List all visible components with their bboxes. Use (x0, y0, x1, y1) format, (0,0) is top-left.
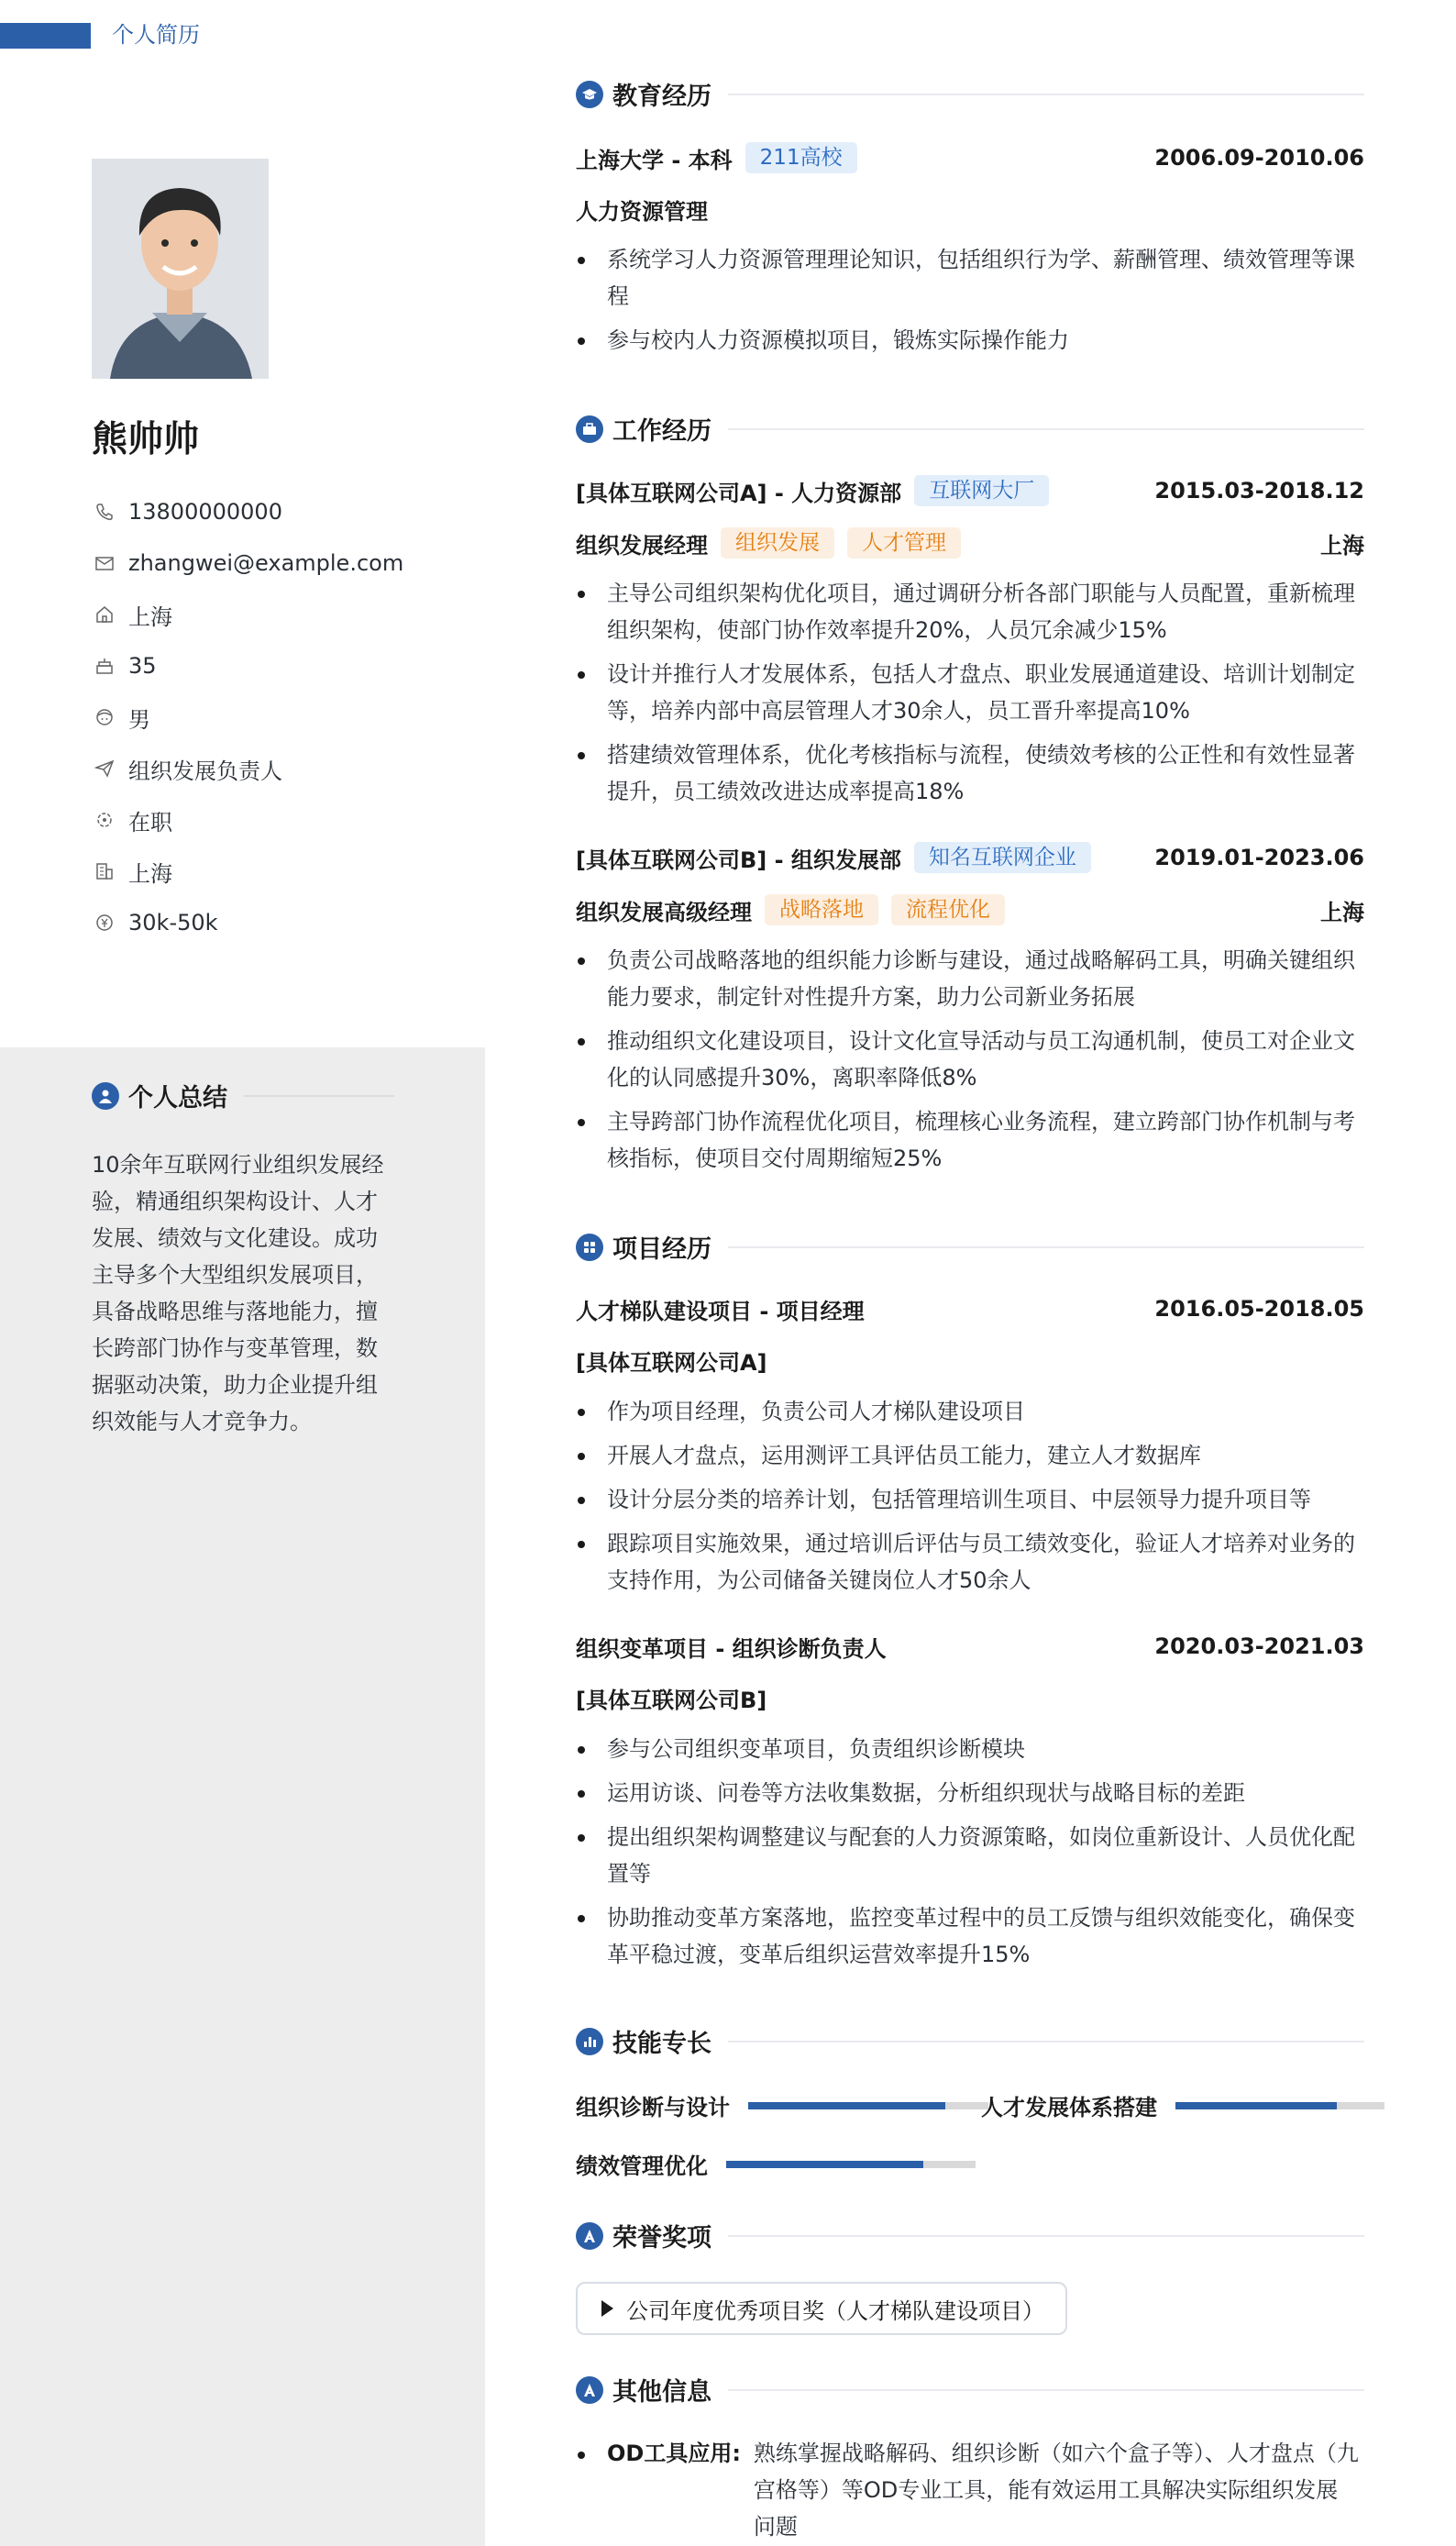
play-triangle-icon (601, 2300, 613, 2317)
contact-text: 男 (128, 706, 150, 733)
skill-bar-fill (726, 2161, 923, 2168)
summary-heading (92, 1078, 394, 1113)
divider (728, 94, 1364, 95)
list-item: 运用访谈、问卷等方法收集数据，分析组织现状与战略目标的差距 (576, 1775, 1364, 1811)
project-name: 组织变革项目 - 组织诊断负责人 (576, 1635, 887, 1662)
list-item: 参与公司组织变革项目，负责组织诊断模块 (576, 1731, 1364, 1767)
other-heading (576, 2372, 1364, 2408)
projects-heading (576, 1229, 1364, 1265)
bar-chart-icon (576, 2028, 603, 2055)
job-city: 上海 (1320, 899, 1364, 925)
skills-title: 技能专长 (612, 2030, 711, 2058)
work-title: 工作经历 (612, 417, 711, 446)
divider (728, 2389, 1364, 2391)
list-item: 设计分层分类的培养计划，包括管理培训生项目、中层领导力提升项目等 (576, 1481, 1364, 1518)
education-title: 教育经历 (612, 83, 711, 111)
user-icon (92, 1082, 119, 1110)
job-company: [具体互联网公司B] - 组织发展部 (576, 847, 901, 873)
project-name: 人才梯队建设项目 - 项目经理 (576, 1298, 865, 1324)
list-item: 开展人才盘点，运用测评工具评估员工能力，建立人才数据库 (576, 1437, 1364, 1474)
skill-bar (748, 2102, 988, 2109)
list-item: 推动组织文化建设项目，设计文化宣导活动与员工沟通机制，使员工对企业文化的认同感提升30%，离职率降低8% (576, 1023, 1364, 1096)
project-company-row (576, 1342, 1364, 1378)
skill-item (981, 2089, 1384, 2121)
summary-text: 10余年互联网行业组织发展经验，精通组织架构设计、人才发展、绩效与文化建设。成功主导多个大型组织发展项目，具备战略思维与落地能力，擅长跨部门协作与变革管理，数据驱动决策，助力企业提升组织效能与人才竞争力。 (92, 1152, 384, 1434)
avatar (92, 159, 269, 379)
skill-bar (726, 2161, 976, 2168)
grid-icon (576, 1234, 603, 1261)
list-item: 作为项目经理，负责公司人才梯队建设项目 (576, 1393, 1364, 1430)
contact-text: 30k-50k (128, 910, 218, 935)
list-item: 系统学习人力资源管理理论知识，包括组织行为学、薪酬管理、绩效管理等课程 (576, 241, 1364, 315)
school-tag: 211高校 (745, 142, 857, 173)
contact-gender (92, 692, 477, 743)
divider (244, 1095, 394, 1097)
education-date: 2006.09-2010.06 (1154, 145, 1364, 171)
phone-icon (92, 499, 117, 525)
skills-heading (576, 2023, 1364, 2059)
education-entry-header (576, 139, 1364, 176)
contact-location (92, 589, 477, 640)
cake-icon (92, 653, 117, 679)
company-tag: 互联网大厂 (914, 475, 1049, 506)
skill-tag: 战略落地 (765, 894, 878, 925)
job-role-row (576, 891, 1364, 928)
contact-status (92, 794, 477, 846)
job-role: 组织发展高级经理 (576, 899, 752, 925)
list-item: 负责公司战略落地的组织能力诊断与建设，通过战略解码工具，明确关键组织能力要求，制定针对性提升方案，助力公司新业务拓展 (576, 942, 1364, 1015)
contact-text: 13800000000 (128, 499, 282, 525)
info-icon (576, 2376, 603, 2404)
gender-icon (92, 704, 117, 730)
project-date: 2020.03-2021.03 (1154, 1633, 1364, 1659)
list-item: 设计并推行人才发展体系，包括人才盘点、职业发展通道建设、培训计划制定等，培养内部中高层管理人才30余人，员工晋升率提高10% (576, 656, 1364, 729)
award-icon (576, 2222, 603, 2250)
contact-age (92, 640, 477, 692)
divider (728, 428, 1364, 430)
skill-bar (1175, 2102, 1384, 2109)
briefcase-icon (576, 415, 603, 443)
major: 人力资源管理 (576, 198, 708, 225)
job-role-row (576, 525, 1364, 561)
job-header (576, 839, 1364, 876)
job-header (576, 472, 1364, 509)
other-text: 熟练掌握战略解码、组织诊断（如六个盒子等）、人才盘点（九宫格等）等OD专业工具，能有效运用工具解决实际组织发展问题 (753, 2441, 1359, 2540)
divider (728, 2235, 1364, 2237)
job-date: 2015.03-2018.12 (1154, 478, 1364, 504)
contact-text: 上海 (128, 860, 172, 887)
project-company: [具体互联网公司B] (576, 1687, 767, 1713)
contact-salary (92, 897, 477, 948)
graduation-cap-icon (576, 81, 603, 108)
home-icon (92, 602, 117, 627)
job-date: 2019.01-2023.06 (1154, 845, 1364, 870)
skill-bar-fill (748, 2102, 945, 2109)
school-name: 上海大学 - 本科 (576, 147, 733, 173)
skill-name: 绩效管理优化 (576, 2153, 708, 2179)
contact-city (92, 846, 477, 897)
skill-item (576, 2148, 976, 2180)
education-heading (576, 76, 1364, 112)
contact-email (92, 537, 477, 589)
award-item[interactable] (576, 2282, 1067, 2335)
project-bullets (576, 1393, 1364, 1606)
contact-text: 组织发展负责人 (128, 758, 282, 784)
page-title: 个人简历 (112, 22, 200, 48)
summary-title: 个人总结 (128, 1084, 227, 1112)
header-accent-bar (0, 23, 91, 49)
skill-tag: 流程优化 (891, 894, 1005, 925)
other-title: 其他信息 (612, 2378, 711, 2407)
list-item: 搭建绩效管理体系，优化考核指标与流程，使绩效考核的公正性和有效性显著提升，员工绩效改进达成率提高18% (576, 736, 1364, 810)
education-bullets (576, 241, 1364, 366)
skill-item (576, 2089, 988, 2121)
list-item: 主导公司组织架构优化项目，通过调研分析各部门职能与人员配置，重新梳理组织架构，使部门协作效率提升20%，人员冗余减少15% (576, 575, 1364, 648)
contact-text: zhangwei@example.com (128, 550, 404, 576)
contact-text: 35 (128, 653, 157, 679)
contact-phone (92, 486, 477, 537)
send-icon (92, 756, 117, 781)
awards-heading (576, 2218, 1364, 2253)
divider (728, 1246, 1364, 1248)
project-date: 2016.05-2018.05 (1154, 1296, 1364, 1322)
list-item: 提出组织架构调整建议与配套的人力资源策略，如岗位重新设计、人员优化配置等 (576, 1819, 1364, 1892)
skill-bar-fill (1175, 2102, 1337, 2109)
job-bullets (576, 942, 1364, 1184)
contact-text: 上海 (128, 603, 172, 630)
mail-icon (92, 550, 117, 576)
job-city: 上海 (1320, 532, 1364, 559)
award-text: 公司年度优秀项目奖（人才梯队建设项目） (626, 2297, 1044, 2324)
divider (728, 2041, 1364, 2042)
status-icon (92, 807, 117, 833)
list-item: 跟踪项目实施效果，通过培训后评估与员工绩效变化，验证人才培养对业务的支持作用，为公司储备关键岗位人才50余人 (576, 1525, 1364, 1599)
contact-text: 在职 (128, 809, 172, 836)
profile-name: 熊帅帅 (92, 419, 200, 460)
project-bullets (576, 1731, 1364, 1980)
bullet-dot (578, 2452, 585, 2459)
other-label: OD工具应用: (607, 2441, 741, 2466)
job-bullets (576, 575, 1364, 817)
building-icon (92, 858, 117, 884)
skill-name: 人才发展体系搭建 (981, 2095, 1157, 2120)
project-header (576, 1290, 1364, 1327)
work-heading (576, 411, 1364, 447)
contact-position (92, 743, 477, 794)
salary-icon (92, 910, 117, 935)
project-company-row (576, 1679, 1364, 1716)
list-item: 主导跨部门协作流程优化项目，梳理核心业务流程，建立跨部门协作机制与考核指标，使项目交付周期缩短25% (576, 1103, 1364, 1177)
awards-title: 荣誉奖项 (612, 2224, 711, 2253)
skill-tag: 人才管理 (847, 527, 961, 559)
project-header (576, 1628, 1364, 1665)
list-item: 参与校内人力资源模拟项目，锻炼实际操作能力 (576, 322, 1364, 359)
job-role: 组织发展经理 (576, 532, 708, 559)
list-item: 协助推动变革方案落地，监控变革过程中的员工反馈与组织效能变化，确保变革平稳过渡，变革后组织运营效率提升15% (576, 1899, 1364, 1973)
education-major-row (576, 191, 1364, 227)
company-tag: 知名互联网企业 (914, 842, 1091, 873)
other-info-item (576, 2435, 1364, 2545)
project-company: [具体互联网公司A] (576, 1349, 767, 1376)
skill-tag: 组织发展 (721, 527, 834, 559)
job-company: [具体互联网公司A] - 人力资源部 (576, 480, 902, 506)
contact-list (92, 486, 477, 948)
skill-name: 组织诊断与设计 (576, 2095, 730, 2120)
projects-title: 项目经历 (612, 1235, 711, 1264)
